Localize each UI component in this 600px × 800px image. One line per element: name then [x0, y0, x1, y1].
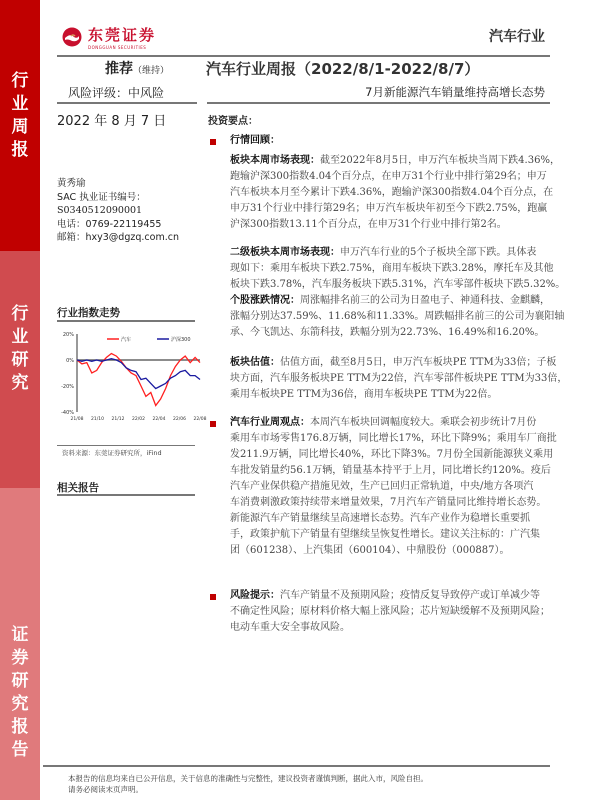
- text-line: 个股涨跌情况：周涨幅排名前三的公司为日盈电子、神通科技、金麒麟，: [230, 295, 550, 306]
- text-line: 板块本周市场表现：截至2022年8月5日，申万汽车板块当周下跌4.36%，: [230, 155, 560, 166]
- x-tick-label: 22/08: [193, 417, 207, 422]
- paragraph-valuation: [230, 355, 568, 403]
- series-line-0: [77, 354, 200, 406]
- legend-label: 沪深300: [171, 337, 191, 343]
- text-line: 发211.9万辆，同比增长40%，环比下降3%。7月份全国新能源狭义乘用: [230, 449, 554, 460]
- disclaimer: [68, 773, 428, 795]
- text-line: 板块估值：估值方面，截至8月5日，申万汽车板块PE TTM为33倍；子板: [230, 357, 557, 368]
- x-tick-label: 22/04: [152, 417, 166, 422]
- divider: [57, 320, 195, 322]
- text-line: 不确定性风险；原材料价格大幅上涨风险；芯片短缺缓解不及预期风险；: [230, 606, 550, 617]
- text-line: 涨幅分别达37.59%、11.68%和11.33%。周跌幅排名前三的公司为襄阳轴: [230, 311, 565, 322]
- footer-divider: [43, 765, 550, 767]
- text-line: 块方面，汽车服务板块PE TTM为22倍，汽车零部件板块PE TTM为33倍，: [230, 373, 568, 384]
- paragraph-label: 板块本周市场表现：: [230, 155, 320, 166]
- header-divider: [57, 55, 550, 57]
- report-title: 汽车行业周报（2022/8/1-2022/8/7）: [206, 60, 480, 78]
- legend-label: 汽车: [121, 337, 132, 343]
- paragraph-label: 板块估值：: [230, 357, 280, 368]
- text-line: 现如下：乘用车板块下跌2.75%，商用车板块下跌3.28%，摩托车及其他: [230, 263, 554, 274]
- x-tick-label: 22/06: [173, 417, 186, 422]
- text-line: 新能源汽车产销量继续呈高速增长态势。汽车产业作为稳增长重要抓: [230, 513, 530, 524]
- series-line-1: [77, 359, 200, 389]
- divider: [57, 494, 195, 496]
- paragraph-label: 风险提示：: [230, 590, 280, 601]
- x-tick-label: 21/10: [91, 417, 104, 422]
- paragraph-risk: [230, 588, 550, 636]
- recommend-note: （维持）: [133, 66, 170, 76]
- text-line: 汽车板块本月至今累计下跌4.36%，跑输沪深300指数4.04个百分点，在: [230, 187, 554, 198]
- text-line: 团（601238）、上汽集团（600104）、中鼎股份（000887）。: [230, 545, 510, 556]
- index-trend-heading: 行业指数走势: [57, 307, 120, 319]
- text-line: 申万31个行业中排行第29名；申万汽车板块年初至今下跌2.75%，跑赢: [230, 203, 548, 214]
- bullet-icon: [210, 594, 216, 600]
- paragraph-weekly-view: [230, 415, 557, 559]
- related-reports-heading: 相关报告: [57, 482, 99, 494]
- text-line: 风险提示：汽车产销量不及预期风险；疫情反复导致停产或订单减少等: [230, 590, 540, 601]
- divider: [57, 445, 195, 446]
- y-tick-label: -40%: [61, 410, 74, 416]
- text-line: 板块下跌3.78%，汽车服务板块下跌5.31%，汽车零部件板块下跌5.32%。: [230, 279, 566, 290]
- sidebar-label-report: 证券研究报告: [11, 625, 29, 760]
- x-tick-label: 21/12: [111, 417, 125, 422]
- text-line: 沪深300指数13.11个百分点，在申万31个行业中排行第2名。: [230, 219, 507, 230]
- author-info: [57, 177, 179, 245]
- bullet-icon: [210, 139, 216, 145]
- logo-icon: [62, 27, 82, 47]
- text-line: 电动车重大安全事故风险。: [230, 622, 350, 633]
- company-logo: [62, 24, 156, 50]
- text-line: 车消费刺激政策持续带来增量效果，7月汽车产销量同比维持增长态势。: [230, 497, 547, 508]
- text-line: 承、今飞凯达、东箭科技，跌幅分别为22.73%、16.49%和16.20%。: [230, 327, 545, 338]
- text-line: 手，政策护航下产销量有望继续呈恢复性增长。建议关注标的：广汽集: [230, 529, 540, 540]
- author-sac-label: SAC 执业证书编号：: [57, 191, 146, 203]
- text-line: 乘用车市场零售176.8万辆，同比增长17%，环比下降9%；乘用车厂商批: [230, 433, 557, 444]
- sidebar-section-weekly: [0, 0, 40, 251]
- risk-rating: 风险评级：中风险: [68, 86, 165, 100]
- text-line: 车批发销量约56.1万辆，销量基本持平于上月，同比增长约120%。疫后: [230, 465, 551, 476]
- y-tick-label: -20%: [61, 384, 74, 390]
- paragraph-label: 二级板块本周市场表现：: [230, 247, 340, 258]
- industry-label: 汽车行业: [489, 29, 545, 45]
- paragraph-label: 汽车行业周观点：: [230, 417, 310, 428]
- text-line: 汽车行业周观点：本周汽车板块回调幅度较大。乘联会初步统计7月份: [230, 417, 537, 428]
- text-line: 乘用车板块PE TTM为36倍，商用车板块PE TTM为22倍。: [230, 389, 498, 400]
- logo-text: 东莞证券: [88, 26, 157, 44]
- sidebar-section-report: [0, 488, 40, 800]
- review-heading: 行情回顾：: [230, 135, 280, 146]
- sidebar-label-research: 行业研究: [11, 304, 29, 393]
- report-date: 2022 年 8 月 7 日: [57, 114, 167, 129]
- paragraph-subsector-performance: [230, 245, 566, 293]
- x-tick-label: 22/02: [132, 417, 145, 422]
- logo-subtext: DONGGUAN SECURITIES: [88, 45, 147, 50]
- chart-source: 资料来源：东莞证券研究所，iFind: [62, 449, 162, 457]
- author-email[interactable]: 邮箱：hxy3@dgzq.com.cn: [57, 232, 179, 243]
- paragraph-label: 个股涨跌情况：: [230, 295, 300, 306]
- disclaimer-line: 本报告的信息均来自已公开信息，关于信息的准确性与完整性，建议投资者谨慎判断，据此入市，风险自担。: [68, 774, 428, 783]
- divider: [207, 102, 550, 104]
- paragraph-sector-performance: [230, 153, 560, 233]
- y-tick-label: 0%: [66, 358, 74, 364]
- disclaimer-line: 请务必阅读末页声明。: [68, 785, 143, 794]
- text-line: 跑输沪深300指数4.04个百分点，在申万31个行业中排行第29名；申万: [230, 171, 547, 182]
- recommend-text: 推荐: [105, 61, 133, 77]
- divider: [57, 102, 197, 104]
- sidebar-section-research: [0, 251, 40, 488]
- sidebar-label-weekly: 行业周报: [11, 71, 29, 160]
- paragraph-stock-moves: [230, 293, 565, 341]
- bullet-icon: [210, 421, 216, 427]
- author-sac-number: S0340512090001: [57, 205, 143, 216]
- index-trend-chart: [55, 326, 205, 426]
- recommend-rating: [105, 58, 169, 78]
- author-phone: 电话：0769-22119455: [57, 218, 162, 230]
- report-subtitle: 7月新能源汽车销量维持高增长态势: [365, 85, 545, 99]
- y-tick-label: 20%: [62, 332, 74, 338]
- author-name: 黄秀瑜: [57, 178, 86, 189]
- x-tick-label: 21/08: [70, 417, 84, 422]
- text-line: 汽车产业保供稳产措施见效，生产已回归正常轨道，中央/地方各项汽: [230, 481, 534, 492]
- text-line: 二级板块本周市场表现：申万汽车行业的5个子板块全部下跌。具体表: [230, 247, 537, 258]
- key-points-heading: 投资要点：: [208, 116, 258, 127]
